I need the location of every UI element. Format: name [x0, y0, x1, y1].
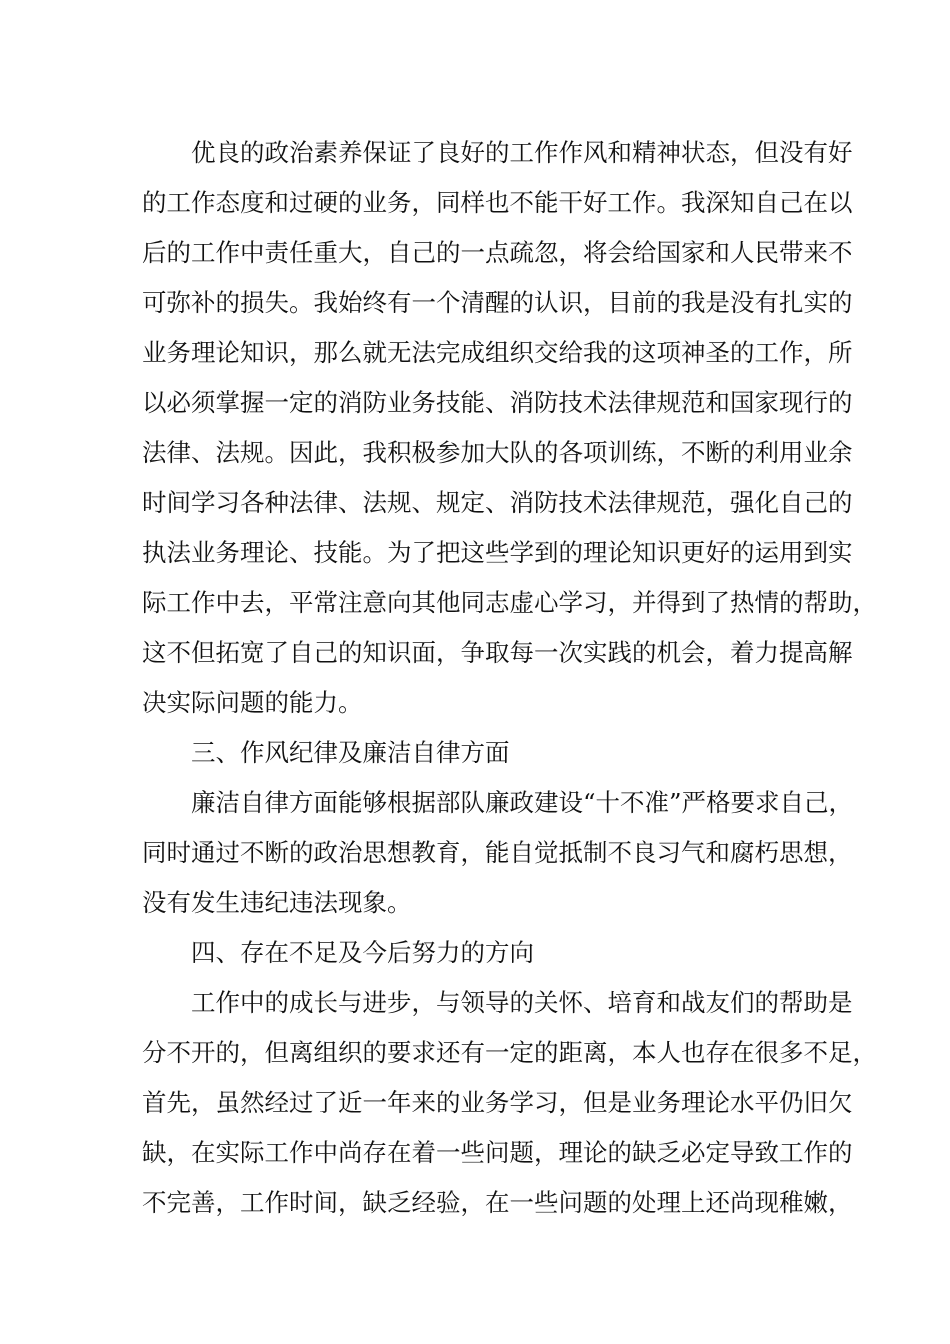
text-line: 际工作中去，平常注意向其他同志虚心学习，并得到了热情的帮助，	[142, 588, 877, 617]
text-line: 以必须掌握一定的消防业务技能、消防技术法律规范和国家现行的	[142, 388, 853, 417]
text-line: 廉洁自律方面能够根据部队廉政建设“十不准”严格要求自己，	[191, 788, 854, 817]
document-body	[142, 128, 877, 1228]
section-heading-shortcomings	[142, 928, 812, 978]
section-heading: 三、作风纪律及廉洁自律方面	[191, 738, 510, 767]
text-line: 同时通过不断的政治思想教育，能自觉抵制不良习气和腐朽思想，	[142, 838, 853, 867]
text-line: 决实际问题的能力。	[142, 688, 363, 717]
section-heading: 四、存在不足及今后努力的方向	[191, 938, 534, 967]
text-line: 后的工作中责任重大，自己的一点疏忽，将会给国家和人民带来不	[142, 238, 853, 267]
text-line: 可弥补的损失。我始终有一个清醒的认识，目前的我是没有扎实的	[142, 288, 853, 317]
text-line: 缺，在实际工作中尚存在着一些问题，理论的缺乏必定导致工作的	[142, 1138, 853, 1167]
text-line: 不完善，工作时间，缺乏经验，在一些问题的处理上还尚现稚嫩，	[142, 1188, 853, 1217]
text-line: 业务理论知识，那么就无法完成组织交给我的这项神圣的工作，所	[142, 338, 853, 367]
text-line: 首先，虽然经过了近一年来的业务学习，但是业务理论水平仍旧欠	[142, 1088, 853, 1117]
paragraph-political-quality	[142, 128, 877, 728]
section-heading-discipline	[142, 728, 812, 778]
text-line: 分不开的，但离组织的要求还有一定的距离，本人也存在很多不足，	[142, 1038, 877, 1067]
text-line: 法律、法规。因此，我积极参加大队的各项训练，不断的利用业余	[142, 438, 853, 467]
text-line: 优良的政治素养保证了良好的工作作风和精神状态，但没有好	[191, 138, 853, 167]
text-line: 执法业务理论、技能。为了把这些学到的理论知识更好的运用到实	[142, 538, 853, 567]
text-line: 的工作态度和过硬的业务，同样也不能干好工作。我深知自己在以	[142, 188, 853, 217]
text-line: 这不但拓宽了自己的知识面，争取每一次实践的机会，着力提高解	[142, 638, 853, 667]
text-line: 时间学习各种法律、法规、规定、消防技术法律规范，强化自己的	[142, 488, 853, 517]
text-line: 没有发生违纪违法现象。	[142, 888, 412, 917]
paragraph-growth	[142, 978, 877, 1228]
text-line: 工作中的成长与进步，与领导的关怀、培育和战友们的帮助是	[191, 988, 853, 1017]
paragraph-integrity	[142, 778, 854, 928]
